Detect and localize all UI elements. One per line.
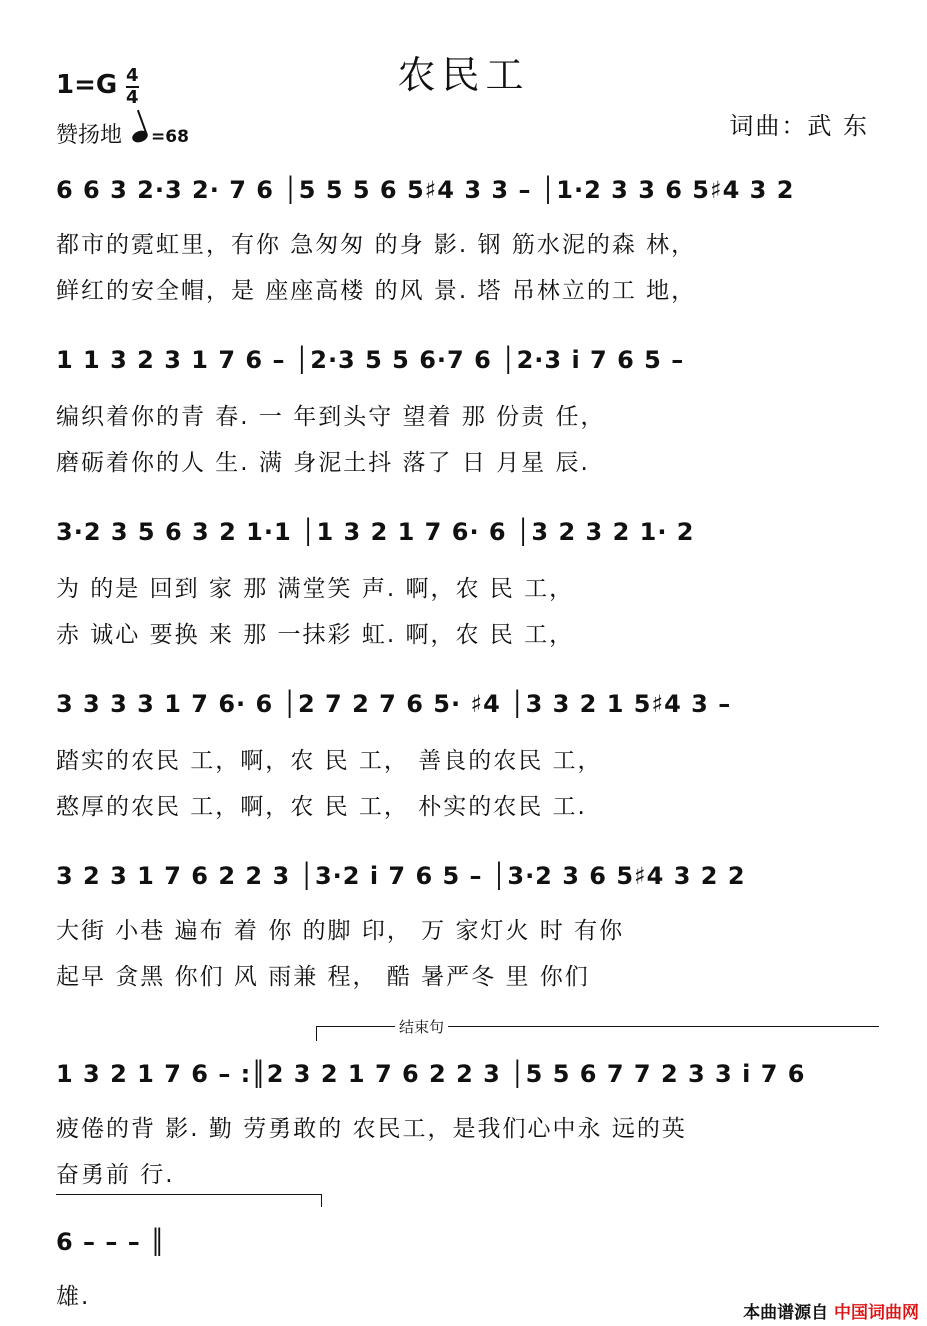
lyric-verse-1: 雄. <box>56 1284 91 1310</box>
key-signature: 1=G <box>56 70 118 100</box>
source-site-link[interactable]: 中国词曲网 <box>834 1303 919 1323</box>
score-row-3 <box>56 512 886 552</box>
source-prefix: 本曲谱源自 <box>743 1303 829 1323</box>
song-title: 农民工 <box>397 53 530 97</box>
notation-line: 1 1 3 2 3 1 7 6 – │2·3 5 5 6·7 6 │2·3 i 7 6 5 – <box>56 346 685 374</box>
source-credit <box>743 1298 919 1323</box>
time-signature <box>126 66 139 108</box>
notation-line: 3 3 3 3 1 7 6· 6 │2 7 2 7 6 5· ♯4 │3 3 2 1 5♯4 3 – <box>56 690 732 718</box>
notation-line: 3·2 3 5 6 3 2 1·1 │1 3 2 1 7 6· 6 │3 2 3 2 1· 2 <box>56 518 695 546</box>
quarter-note-icon <box>131 129 150 145</box>
lyric-verse-1: 大街 小巷 遍布 着 你 的脚 印， 万 家灯火 时 有你 <box>56 918 625 944</box>
lyric-verse-2: 赤 诚心 要换 来 那 一抹彩 虹. 啊，农 民 工， <box>56 622 575 648</box>
score-row-6 <box>56 1054 886 1094</box>
meter-top: 4 <box>126 65 139 86</box>
lyric-verse-1: 踏实的农民 工，啊，农 民 工， 善良的农民 工， <box>56 748 603 774</box>
expression-mark: 赞扬地 <box>56 123 123 148</box>
lyric-verse-2: 奋勇前 行. <box>56 1162 175 1188</box>
score-row-7 <box>56 1222 886 1262</box>
score-row-4 <box>56 684 886 724</box>
lyric-verse-2: 憨厚的农民 工，啊，农 民 工， 朴实的农民 工. <box>56 794 587 820</box>
lyric-verse-1: 编织着你的青 春. 一 年到头守 望着 那 份责 任， <box>56 404 606 430</box>
expression-tempo <box>56 118 189 149</box>
lyric-verse-2: 起早 贪黑 你们 风 雨兼 程， 酷 暑严冬 里 你们 <box>56 964 590 990</box>
lyric-verse-2: 磨砺着你的人 生. 满 身泥土抖 落了 日 月星 辰. <box>56 450 590 476</box>
lyric-verse-2: 鲜红的安全帽，是 座座高楼 的风 景. 塔 吊林立的工 地， <box>56 278 697 304</box>
meter-bottom: 4 <box>126 87 139 108</box>
notation-line: 6 6 3 2·3 2· 7 6 │5 5 5 6 5♯4 3 3 – │1·2 3 3 6 5♯4 3 2 <box>56 176 795 204</box>
notation-line: 6 – – – ║ <box>56 1228 166 1256</box>
ending-label: 结束句 <box>395 1016 448 1037</box>
tempo-value: =68 <box>151 127 189 147</box>
notation-line: 3 2 3 1 7 6 2 2 3 │3·2 i 7 6 5 – │3·2 3 6 5♯4 3 2 2 <box>56 862 746 890</box>
score-row-1 <box>56 170 886 210</box>
score-row-2 <box>56 340 886 380</box>
lyric-verse-1: 为 的是 回到 家 那 满堂笑 声. 啊，农 民 工， <box>56 576 575 602</box>
composer-credit: 词曲：武 东 <box>729 112 869 140</box>
notation-line: 1 3 2 1 7 6 – :║2 3 2 1 7 6 2 2 3 │5 5 6 7 7 2 3 3 i 7 6 <box>56 1060 806 1088</box>
score-row-5 <box>56 856 886 896</box>
lyric-verse-1: 都市的霓虹里，有你 急匆匆 的身 影. 钢 筋水泥的森 林， <box>56 232 697 258</box>
final-ending-bracket <box>56 1194 322 1205</box>
lyric-verse-1: 疲倦的背 影. 勤 劳勇敢的 农民工，是我们心中永 远的英 <box>56 1116 687 1142</box>
